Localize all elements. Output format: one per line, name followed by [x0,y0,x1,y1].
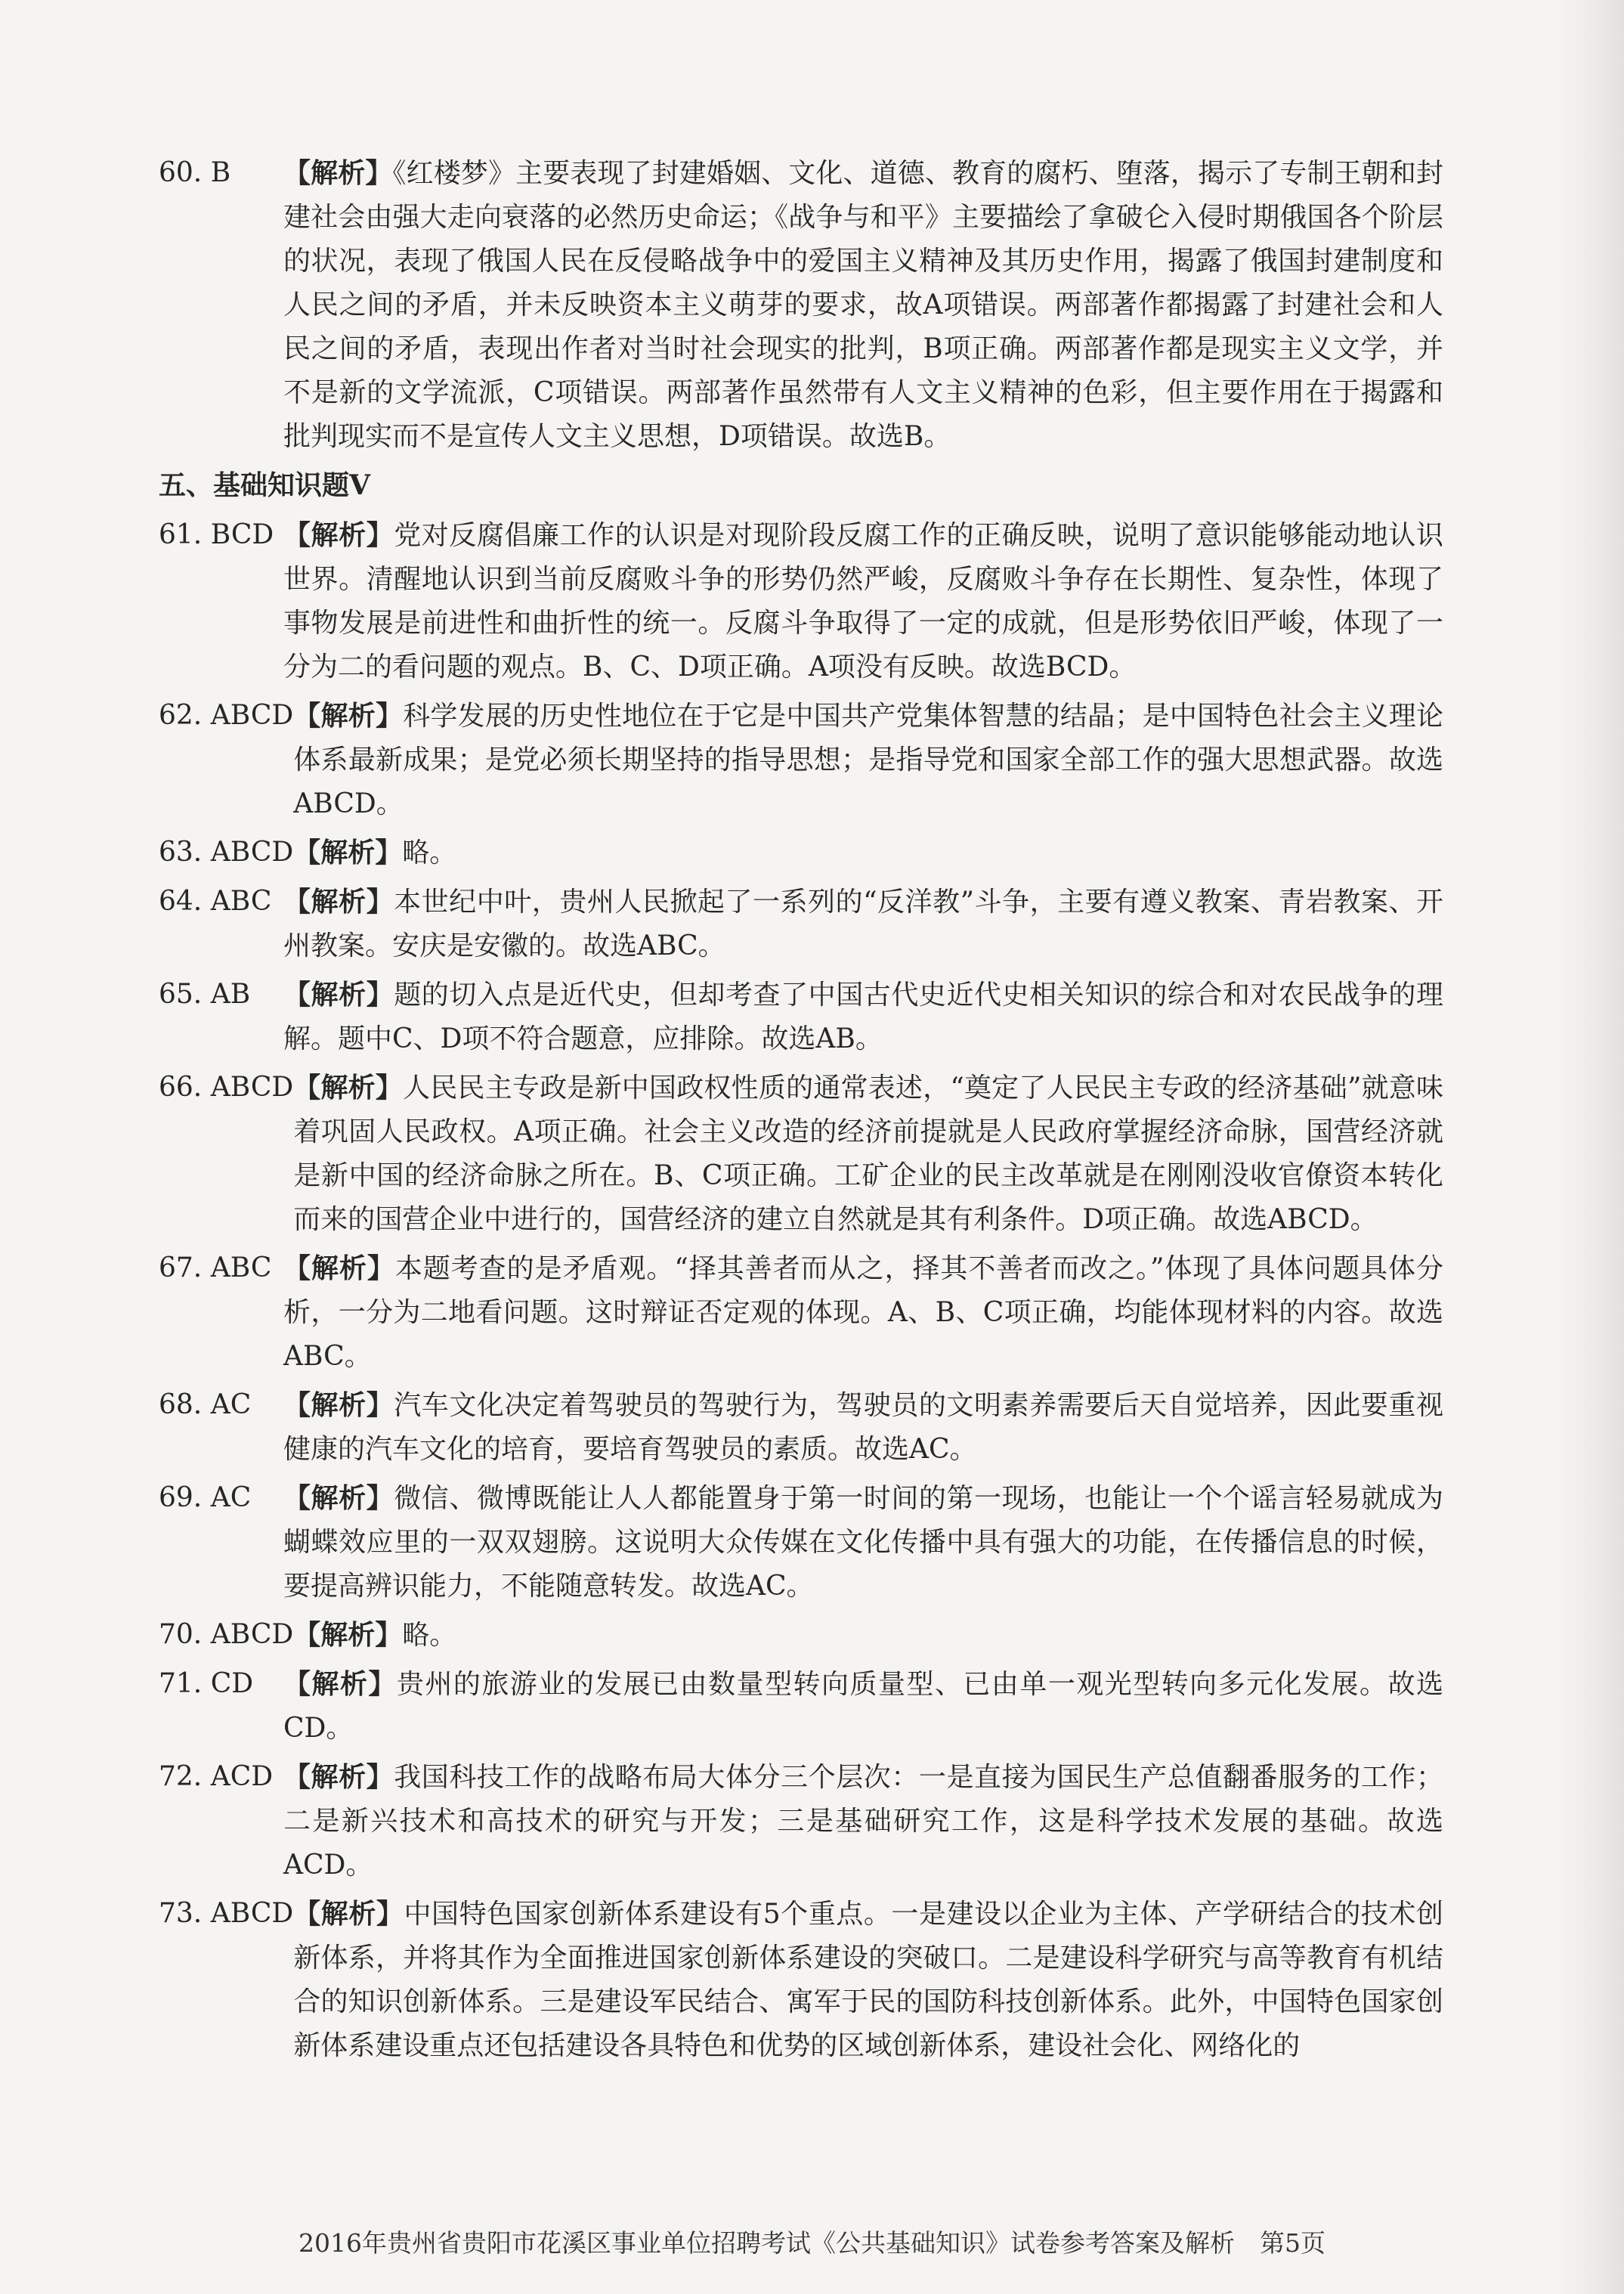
answer-item-70 [159,1613,1443,1658]
answer-number: 73. ABCD [159,1898,294,1929]
section-title: 五、基础知识题Ⅴ [159,469,370,501]
answer-explanation [293,831,1443,875]
answer-number: 70. ABCD [159,1619,294,1650]
answer-number: 60. B [159,157,231,188]
analysis-tag: 【解析】 [293,1072,404,1104]
answer-item-64 [159,880,1443,968]
analysis-tag: 【解析】 [283,1668,397,1700]
answer-explanation [293,1066,1443,1242]
answer-number: 63. ABCD [159,837,294,868]
answer-item-60 [159,151,1443,459]
answer-number: 69. AC [159,1482,252,1513]
answer-explanation [293,1613,1443,1658]
answer-item-65 [159,973,1443,1061]
answer-number: 67. ABC [159,1252,272,1283]
answer-item-69 [159,1476,1443,1608]
answer-number: 65. AB [159,979,251,1010]
analysis-text: 汽车文化决定着驾驶员的驾驶行为，驾驶员的文明素养需要后天自觉培养，因此要重视健康的汽车文化的培育，要培育驾驶员的素质。故选AC。 [283,1390,1443,1465]
answer-number: 64. ABC [159,886,272,917]
page-footer: 2016年贵州省贵阳市花溪区事业单位招聘考试《公共基础知识》试卷参考答案及解析 第5页 [299,2228,1325,2258]
answer-item-73 [159,1892,1443,2068]
analysis-tag: 【解析】 [283,519,394,551]
answer-item-66 [159,1066,1443,1242]
analysis-text: 题的切入点是近代史，但却考查了中国古代史近代史相关知识的综合和对农民战争的理解。题中C、D项不符合题意，应排除。故选AB。 [283,980,1443,1054]
analysis-tag: 【解析】 [283,1389,394,1421]
analysis-text: 略。 [402,1620,457,1651]
answer-explanation [293,1892,1443,2068]
analysis-text: 《红楼梦》主要表现了封建婚姻、文化、道德、教育的腐朽、堕落，揭示了专制王朝和封建社会由强大走向衰落的必然历史命运；《战争与和平》主要描绘了拿破仑入侵时期俄国各个阶层的状况，表现了俄国人民在反侵略战争中的爱国主义精神及其历史作用，揭露了俄国封建制度和人民之间的矛盾，并未反映资本主义萌芽的要求，故A项错误。两部著作都揭露了封建社会和人民之间的矛盾，表现出作者对当时社会现实的批判，B项正确。两部著作都是现实主义文学，并不是新的文学流派，C项错误。两部著作虽然带有人文主义精神的色彩，但主要作用在于揭露和批判现实而不是宣传人文主义思想，D项错误。故选B。 [283,158,1443,452]
answer-item-71 [159,1662,1443,1751]
answer-explanation [283,513,1443,689]
answer-number: 72. ACD [159,1761,274,1792]
page-edge-shadow [1556,0,1624,2294]
analysis-text: 人民民主专政是新中国政权性质的通常表述，“奠定了人民民主专政的经济基础”就意味着巩固人民政权。A项正确。社会主义改造的经济前提就是人民政府掌握经济命脉，国营经济就是新中国的经济命脉之所在。B、C项正确。工矿企业的民主改革就是在刚刚没收官僚资本转化而来的国营企业中进行的，国营经济的建立自然就是其有利条件。D项正确。故选ABCD。 [293,1073,1443,1235]
answer-item-68 [159,1383,1443,1472]
answer-item-67 [159,1246,1443,1379]
answer-explanation [283,1246,1443,1379]
answer-number: 62. ABCD [159,700,294,731]
answer-number: 71. CD [159,1668,254,1699]
answer-number: 66. ABCD [159,1072,294,1103]
answer-item-61 [159,513,1443,689]
answer-explanation [283,1755,1443,1887]
analysis-text: 本世纪中叶，贵州人民掀起了一系列的“反洋教”斗争，主要有遵义教案、青岩教案、开州教案。安庆是安徽的。故选ABC。 [283,887,1443,961]
answer-explanation [283,880,1443,968]
answer-item-72 [159,1755,1443,1887]
analysis-tag: 【解析】 [293,1619,403,1651]
analysis-text: 略。 [402,837,457,868]
answer-content [159,151,1443,2073]
analysis-text: 微信、微博既能让人人都能置身于第一时间的第一现场，也能让一个个谣言轻易就成为蝴蝶效应里的一双双翅膀。这说明大众传媒在文化传播中具有强大的功能，在传播信息的时候，要提高辨识能力，不能随意转发。故选AC。 [283,1483,1443,1602]
analysis-text: 中国特色国家创新体系建设有5个重点。一是建设以企业为主体、产学研结合的技术创新体系，并将其作为全面推进国家创新体系建设的突破口。二是建设科学研究与高等教育有机结合的知识创新体系。三是建设军民结合、寓军于民的国防科技创新体系。此外，中国特色国家创新体系建设重点还包括建设各具特色和优势的区域创新体系，建设社会化、网络化的 [293,1899,1443,2061]
analysis-text: 科学发展的历史性地位在于它是中国共产党集体智慧的结晶；是中国特色社会主义理论体系最新成果；是党必须长期坚持的指导思想；是指导党和国家全部工作的强大思想武器。故选ABCD。 [293,701,1443,819]
analysis-tag: 【解析】 [283,886,394,918]
analysis-text: 贵州的旅游业的发展已由数量型转向质量型、已由单一观光型转向多元化发展。故选CD。 [283,1669,1443,1744]
answer-explanation [283,1662,1443,1751]
analysis-text: 我国科技工作的战略布局大体分三个层次：一是直接为国民生产总值翻番服务的工作；二是新兴技术和高技术的研究与开发；三是基础研究工作，这是科学技术发展的基础。故选ACD。 [283,1762,1443,1881]
answer-explanation [283,151,1443,459]
analysis-text: 党对反腐倡廉工作的认识是对现阶段反腐工作的正确反映，说明了意识能够能动地认识世界。清醒地认识到当前反腐败斗争的形势仍然严峻，反腐败斗争存在长期性、复杂性，体现了事物发展是前进性和曲折性的统一。反腐斗争取得了一定的成就，但是形势依旧严峻，体现了一分为二的看问题的观点。B、C、D项正确。A项没有反映。故选BCD。 [283,520,1443,683]
analysis-tag: 【解析】 [283,1761,394,1793]
analysis-tag: 【解析】 [283,1482,394,1514]
answer-item-62 [159,694,1443,826]
answer-number: 61. BCD [159,519,274,550]
answer-number: 68. AC [159,1389,252,1420]
answer-explanation [293,694,1443,826]
analysis-tag: 【解析】 [293,837,403,868]
analysis-tag: 【解析】 [283,1252,395,1284]
answer-explanation [283,973,1443,1061]
analysis-tag: 【解析】 [283,979,394,1011]
analysis-tag: 【解析】 [293,700,404,732]
analysis-text: 本题考查的是矛盾观。“择其善者而从之，择其不善者而改之。”体现了具体问题具体分析，一分为二地看问题。这时辩证否定观的体现。A、B、C项正确，均能体现材料的内容。故选ABC。 [283,1253,1443,1372]
answer-item-63 [159,831,1443,875]
answer-explanation [283,1476,1443,1608]
answer-explanation [283,1383,1443,1472]
analysis-tag: 【解析】 [283,157,393,189]
analysis-tag: 【解析】 [293,1898,404,1930]
